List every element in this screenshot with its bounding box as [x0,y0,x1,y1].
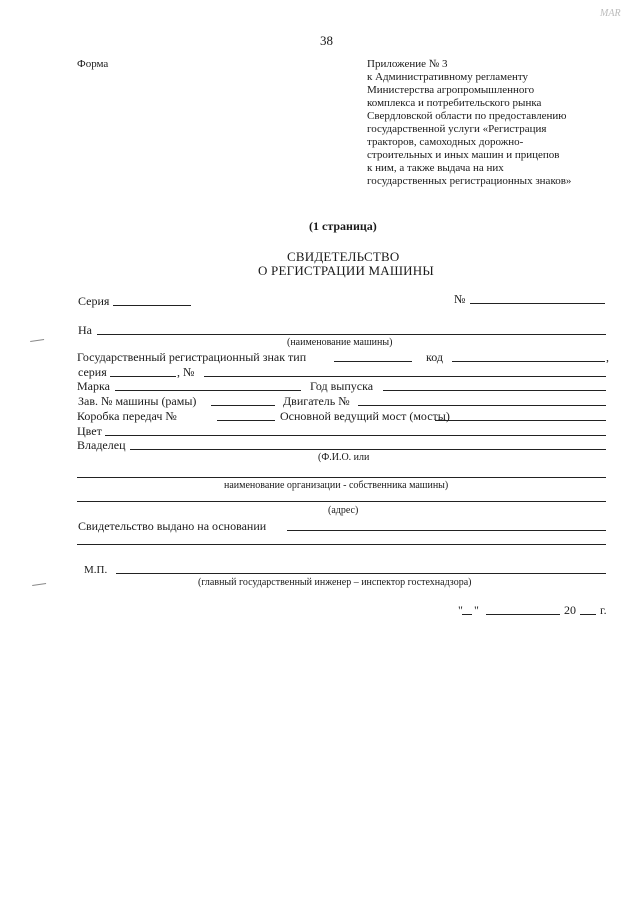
inspector-caption: (главный государственный инженер – инспектор гостехнадзора) [198,577,472,588]
date-quote-open: " [458,603,463,617]
series-field[interactable] [113,305,191,306]
reg-sign-type-field[interactable] [334,361,412,362]
series-label: Серия [78,294,110,308]
appendix-line: Приложение № 3 [367,58,448,70]
appendix-line: государственных регистрационных знаков» [367,175,572,187]
owner-field-line2[interactable] [77,477,606,478]
seria-number-label: , № [177,365,195,379]
axle-field[interactable] [435,420,606,421]
appendix-line: комплекса и потребительского рынка [367,97,542,109]
appendix-line: к Административному регламенту [367,71,529,83]
date-quote-close: " [474,603,479,617]
seria-label: серия [78,365,107,379]
appendix-line: к ним, а также выдача на них [367,162,504,174]
appendix-block [367,58,637,188]
axle-label: Основной ведущий мост (мосты) [280,409,450,423]
date-year-field[interactable] [580,614,596,615]
address-field[interactable] [77,501,606,502]
brand-label: Марка [77,379,110,393]
year-field[interactable] [383,390,606,391]
code-field[interactable] [452,361,605,362]
appendix-line: тракторов, самоходных дорожно- [367,136,524,148]
appendix-line: строительных и иных машин и прицепов [367,149,560,161]
owner-field[interactable] [130,449,606,450]
owner-label: Владелец [77,438,126,452]
stamp-place-label: М.П. [84,564,108,576]
date-month-field[interactable] [486,614,560,615]
brand-field[interactable] [115,390,301,391]
date-day-field[interactable] [462,614,472,615]
corner-mark: MAR [600,8,621,19]
code-comma: , [606,350,609,364]
appendix-line: государственной услуги «Регистрация [367,123,547,135]
issued-basis-label: Свидетельство выдано на основании [78,519,267,533]
page-number: 38 [320,33,333,48]
form-label: Форма [77,58,109,70]
machine-name-field[interactable] [97,334,606,335]
appendix-line: Министерства агропромышленного [367,84,535,96]
gearbox-no-label: Коробка передач № [77,409,177,423]
reg-sign-type-label: Государственный регистрационный знак тип [77,350,307,364]
date-year-prefix: 20 [564,603,576,617]
certificate-title: СВИДЕТЕЛЬСТВО [287,249,400,264]
owner-caption: (Ф.И.О. или [318,452,370,463]
engine-no-field[interactable] [358,405,606,406]
issued-basis-field-line2[interactable] [77,544,606,545]
inspector-signature-field[interactable] [116,573,606,574]
certificate-subtitle: О РЕГИСТРАЦИИ МАШИНЫ [258,263,434,278]
seria-number-field[interactable] [204,376,606,377]
code-label: код [426,350,443,364]
issued-basis-field[interactable] [287,530,606,531]
na-label: На [78,323,92,337]
appendix-line: Свердловской области по предоставлению [367,110,567,122]
frame-no-field[interactable] [211,405,275,406]
scan-mark [32,581,46,586]
frame-no-label: Зав. № машины (рамы) [78,394,197,408]
date-year-suffix: г. [600,603,607,617]
number-field[interactable] [470,303,605,304]
seria-field[interactable] [110,376,176,377]
org-caption: наименование организации - собственника машины) [224,480,449,491]
color-label: Цвет [77,424,102,438]
color-field[interactable] [105,435,606,436]
page-indicator: (1 страница) [309,219,377,233]
gearbox-no-field[interactable] [217,420,275,421]
engine-no-label: Двигатель № [283,394,350,408]
year-label: Год выпуска [310,379,374,393]
machine-name-caption: (наименование машины) [287,337,393,348]
number-label: № [454,292,466,306]
address-caption: (адрес) [328,505,359,516]
scan-mark [30,337,44,342]
